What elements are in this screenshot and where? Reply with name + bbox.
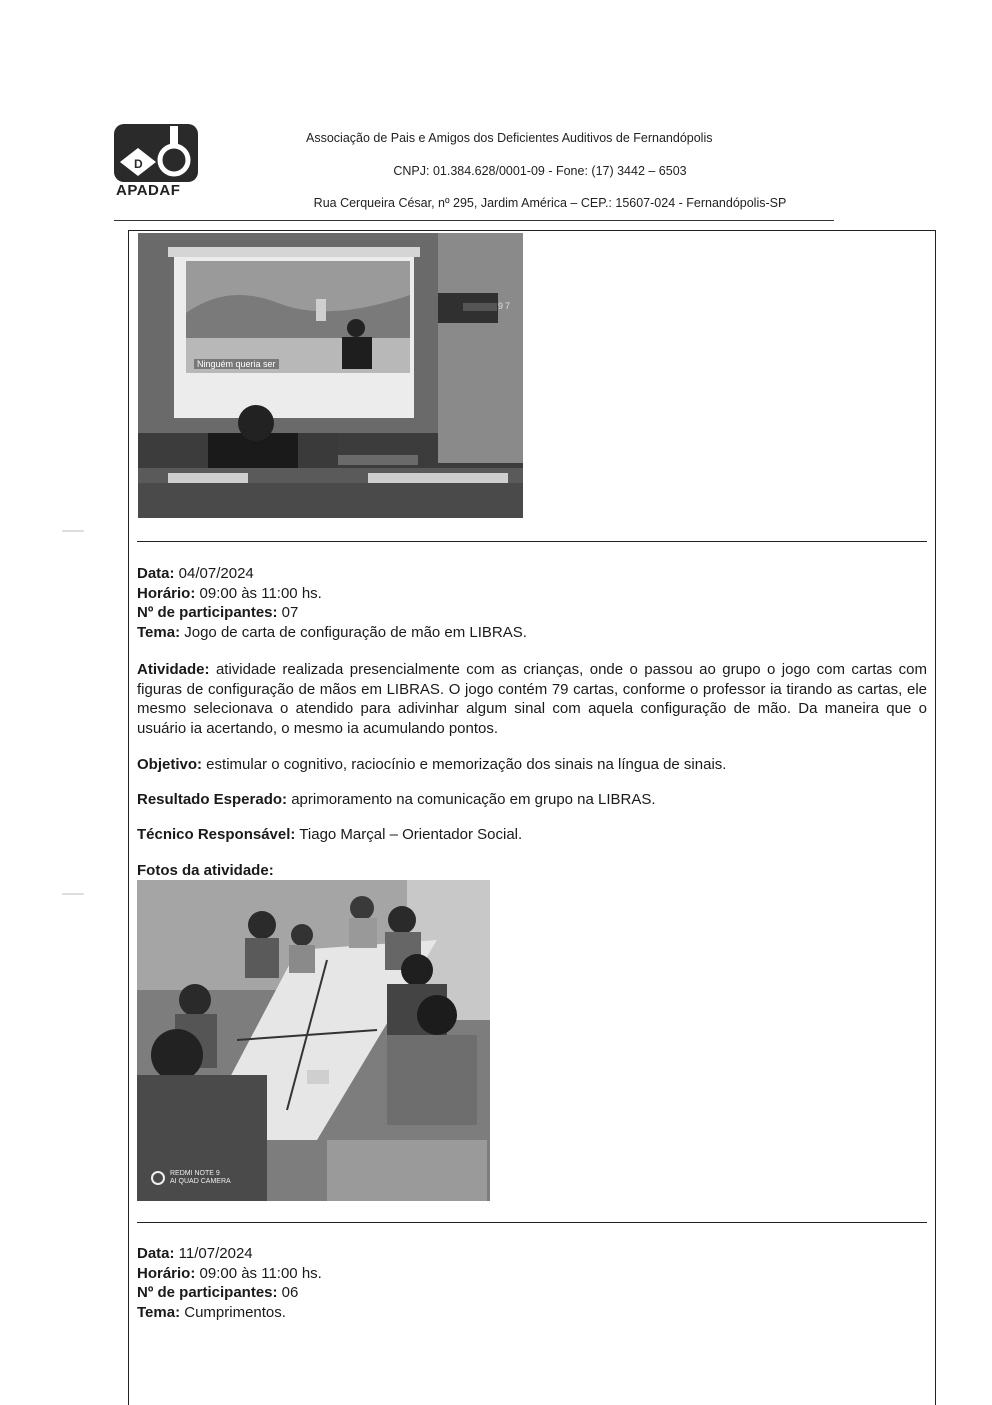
cnpj-phone: CNPJ: 01.384.628/0001-09 - Fone: (17) 3442 – 6503 (393, 164, 687, 178)
photo-subtitle: Ninguém queria ser (194, 359, 279, 369)
entry-2-participants: Nº de participantes: 06 (137, 1284, 299, 1301)
entry-2-time: Horário: 09:00 às 11:00 hs. (137, 1264, 322, 1282)
entry-1-date: Data: 04/07/2024 (137, 565, 254, 582)
photo-corner-digits: 97 (498, 301, 513, 311)
watermark-line-1: REDMI NOTE 9 (170, 1170, 220, 1177)
section-divider-2 (137, 1222, 927, 1223)
org-name: Associação de Pais e Amigos dos Deficientes Auditivos de Fernandópolis (306, 131, 713, 145)
entry-1-time: Horário: 09:00 às 11:00 hs. (137, 584, 322, 602)
camera-logo-icon (151, 1171, 165, 1185)
section-divider (137, 541, 927, 542)
header-divider (114, 220, 834, 221)
classroom-projection-photo (138, 233, 523, 518)
scan-mark (62, 530, 84, 532)
entry-1-result: Resultado Esperado: aprimoramento na comunicação em grupo na LIBRAS. (137, 791, 656, 808)
entry-2-theme: Tema: Cumprimentos. (137, 1303, 286, 1321)
entry-2-date: Data: 11/07/2024 (137, 1245, 253, 1262)
address: Rua Cerqueira César, nº 295, Jardim América – CEP.: 15607-024 - Fernandópolis-SP (313, 196, 787, 210)
logo-text: APADAF (116, 182, 181, 199)
entry-1-photos-label: Fotos da atividade: (137, 862, 274, 879)
entry-1-theme: Tema: Jogo de carta de configuração de mão em LIBRAS. (137, 623, 527, 641)
entry-1-objective: Objetivo: estimular o cognitivo, raciocínio e memorização dos sinais na língua de sinais. (137, 756, 727, 773)
children-card-game-photo (137, 880, 490, 1201)
entry-1-technician: Técnico Responsável: Tiago Marçal – Orientador Social. (137, 826, 523, 843)
watermark-line-2: AI QUAD CAMERA (170, 1178, 231, 1185)
svg-text:D: D (134, 157, 143, 171)
entry-2-meta (137, 1244, 322, 1322)
camera-watermark (151, 1170, 231, 1186)
scan-mark (62, 893, 84, 895)
entry-1-participants: Nº de participantes: 07 (137, 604, 299, 621)
entry-1-activity: Atividade: atividade realizada presencialmente com as crianças, onde o passou ao grupo o jogo com cartas com figuras de configuração de mãos em LIBRAS. O jogo contém 79 cartas, conforme o professor ia tirando as cartas, ele mesmo selecionava o atendido para adivinhar algum sinal com aquela configuração de mão. Da maneira que o usuário ia acertando, o mesmo ia acumulando pontos. (137, 661, 927, 737)
entry-1-meta (137, 564, 527, 642)
